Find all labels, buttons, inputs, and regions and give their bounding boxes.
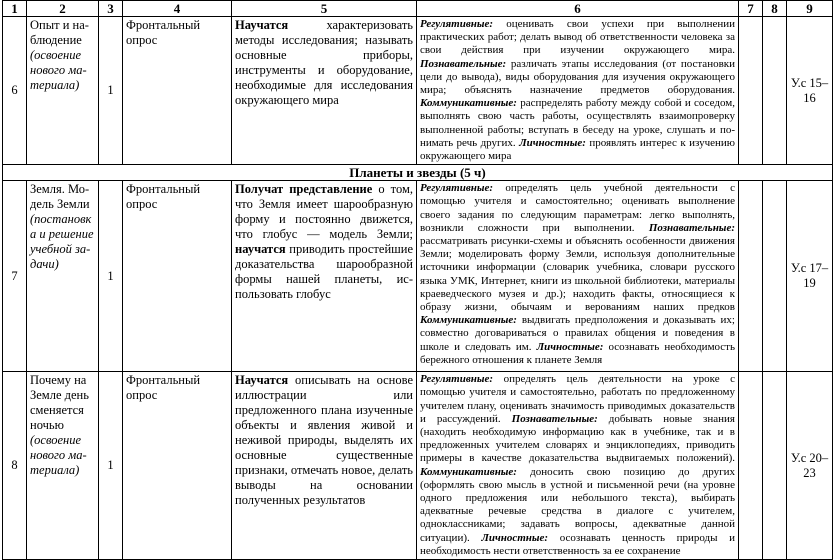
uud-label: Коммуникативные: (420, 97, 517, 110)
lesson-number: 6 (3, 17, 27, 165)
topic-note: (постановк а и решение учебной за-дачи) (30, 212, 94, 272)
content-bold: Научатся (235, 373, 289, 388)
empty-cell (739, 372, 763, 560)
lesson-content (232, 17, 417, 165)
uud-label: Познавательные: (420, 57, 507, 70)
lesson-plan-table (2, 0, 833, 560)
uud-label: Личностные: (481, 531, 549, 544)
header-cell: 2 (27, 1, 99, 17)
uud-cell (417, 372, 739, 560)
section-row (3, 165, 833, 181)
control-form: Фронтальный опрос (123, 181, 232, 372)
table-row (3, 181, 833, 372)
table-row (3, 17, 833, 165)
uud-label: Коммуникативные: (420, 314, 517, 327)
uud-label: Регулятивные: (420, 18, 494, 30)
section-title: Планеты и звезды (5 ч) (3, 165, 833, 181)
lesson-topic (27, 17, 99, 165)
header-cell: 4 (123, 1, 232, 17)
content-text: о том, что Земля имеет шарообразную форму и постоянно движется, что глобус — модель Земли; (235, 182, 413, 242)
uud-label: Личностные: (536, 340, 604, 353)
content-bold: Получат представление (235, 182, 373, 197)
uud-text: выдвигать предположения и доказывать их; совместно договариваться о правилах общения и поведения в школе и следовать им. (420, 314, 735, 353)
header-cell: 7 (739, 1, 763, 17)
header-cell: 9 (787, 1, 833, 17)
topic-title: Почему на Земле день сменяется ночью (30, 373, 89, 433)
lesson-hours: 1 (99, 372, 123, 560)
control-form: Фронтальный опрос (123, 17, 232, 165)
uud-label: Познавательные: (648, 221, 735, 234)
lesson-topic (27, 372, 99, 560)
topic-note: (освоение нового ма-териала) (30, 48, 87, 92)
header-cell: 1 (3, 1, 27, 17)
uud-text: осознавать ценность природы и необходимость нести ответственность за ее сохранение (420, 531, 736, 557)
uud-label: Коммуникативные: (420, 465, 517, 478)
topic-title: Земля. Мо-дель Земли (30, 182, 90, 212)
uud-text: оценивать свои успехи при выполнении практических работ; делать вывод об ответственности человека за свои действия при изучении окружающего мира. (420, 18, 736, 57)
uud-cell (417, 17, 739, 165)
uud-text: определять цель учебной деятельности с помощью учителя и самостоятельно; оценивать выполнение своего задания по следующим параметрам: легко выполнять, возникли сложности при выполнении. (420, 182, 735, 234)
content-text: характеризовать методы исследования; называть основные приборы, инструменты и оборудование, необходимые для исследования окружающего мира (235, 18, 413, 107)
lesson-number: 7 (3, 181, 27, 372)
textbook-pages: У.с 20– 23 (787, 372, 833, 560)
content-bold: Научатся (235, 18, 289, 32)
header-cell: 8 (763, 1, 787, 17)
header-row (3, 1, 833, 17)
lesson-content (232, 181, 417, 372)
textbook-pages: У.с 17– 19 (787, 181, 833, 372)
uud-text: рассматривать рисунки-схемы и объяснять особенности движения Земли; моделировать форму Земли, используя дополнительные источники информации (словарик учебника, словари русского языка УМК, Интернет, книги из школьной библиотеки, материалы краеведческого музея и др.); находить факты, относящиеся к образу жизни, обычаям и верованиям наших предков (420, 235, 735, 314)
topic-note: (освоение нового ма-териала) (30, 433, 87, 478)
uud-label: Личностные: (519, 136, 586, 149)
empty-cell (739, 181, 763, 372)
uud-text: доносить свою позицию до других (оформлять свою мысль в устной и письменной речи (на уровне одного предложения или небольшого текста), выбирать адекватные речевые средства в диалоге с учителем, одноклассниками; задавать вопросы, адекватные данной ситуации). (420, 465, 735, 544)
uud-label: Регулятивные: (420, 182, 494, 195)
lesson-hours: 1 (99, 17, 123, 165)
lesson-content (232, 372, 417, 560)
uud-label: Познавательные: (511, 412, 598, 425)
uud-text: добывать новые знания (находить необходимую информацию как в учебнике, так и в предложенных учителем словарях и энциклопедиях, приводить примеры в качестве доказательства выдвигаемых положений). (420, 412, 735, 465)
content-text: приводить простейшие доказательства шарообразной формы нашей планеты, ис-пользовать глобус (235, 242, 413, 302)
uud-text: определять цель деятельности на уроке с помощью учителя и самостоятельно, работать по предложенному учителем плану, оценивать значимость приводимых доказательств и рассуждений. (420, 373, 736, 425)
topic-title: Опыт и на-блюдение (30, 18, 89, 47)
uud-cell (417, 181, 739, 372)
uud-text: осознавать необходимость бережного отношения к планете Земля (420, 340, 736, 366)
header-cell: 6 (417, 1, 739, 17)
uud-label: Регулятивные: (420, 373, 494, 386)
uud-text: распределять работу между собой и соседом, выполнять свою часть работы, осуществлять взаимопроверку выполненной работы; вступать в беседу на уроке, слушать и по-нимать речь других. (420, 97, 735, 149)
textbook-pages: У.с 15– 16 (787, 17, 833, 165)
lesson-topic (27, 181, 99, 372)
empty-cell (763, 17, 787, 165)
empty-cell (739, 17, 763, 165)
empty-cell (763, 181, 787, 372)
content-text: описывать на основе иллюстрации или предложенного плана изученные объекты и явления живой и неживой природы, выделять их основные существенные признаки, отмечать новое, делать выводы на основании полученных результатов (235, 373, 413, 508)
uud-text: проявлять интерес к изучению окружающего мира (420, 136, 735, 163)
lesson-hours: 1 (99, 181, 123, 372)
lesson-number: 8 (3, 372, 27, 560)
empty-cell (763, 372, 787, 560)
header-cell: 3 (99, 1, 123, 17)
control-form: Фронтальный опрос (123, 372, 232, 560)
uud-text: различать этапы исследования (от постановки цели до вывода), виды оборудования для изучения окружающего мира; объяснять назначение предметов оборудования. (420, 57, 736, 97)
header-cell: 5 (232, 1, 417, 17)
content-bold: научатся (235, 242, 286, 257)
table-row (3, 372, 833, 560)
